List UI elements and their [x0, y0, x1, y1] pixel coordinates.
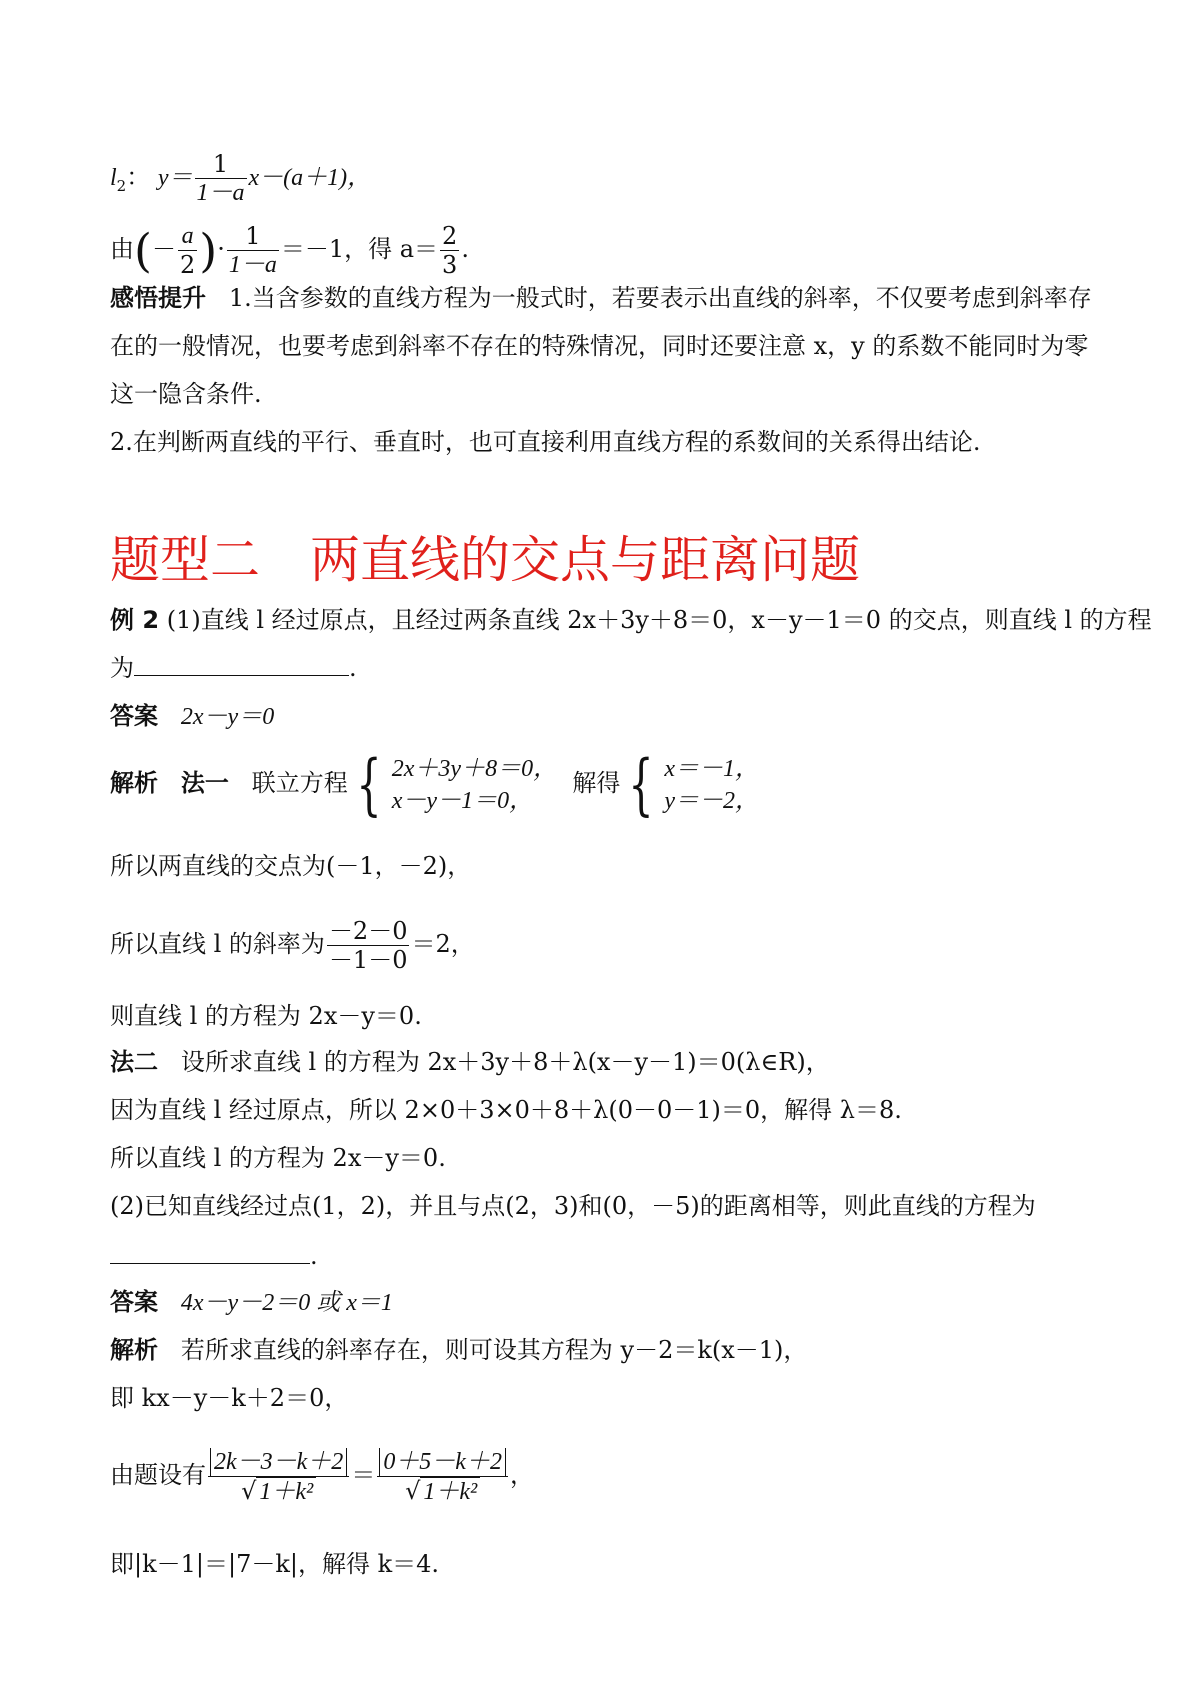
insight-line-4: 2.在判断两直线的平行、垂直时，也可直接利用直线方程的系数间的关系得出结论.	[110, 428, 981, 456]
colon: ：	[126, 163, 151, 191]
analysis-2-text: 若所求直线的斜率存在，则可设其方程为 y－2＝k(x－1)，	[180, 1336, 808, 1364]
method-2-line-1	[110, 1046, 830, 1078]
brace: {	[356, 745, 382, 823]
system-rows	[392, 753, 557, 817]
numerator	[377, 1447, 508, 1477]
answer-2	[110, 1286, 393, 1319]
perpendicular-condition	[110, 222, 469, 279]
insight-label: 感悟提升	[110, 284, 206, 312]
l2-rest: x－(a＋1)，	[248, 165, 372, 191]
numerator: 2	[442, 222, 458, 250]
l2-equation	[110, 150, 371, 207]
question-2-line-1: (2)已知直线经过点(1，2)，并且与点(2，3)和(0，－5)的距离相等，则此直线的方程为	[110, 1192, 1036, 1220]
numerator: a	[178, 222, 197, 251]
insight-line-1	[110, 282, 1092, 314]
l-symbol: l	[110, 165, 117, 191]
joint-equation-text: 联立方程	[251, 769, 348, 797]
sol-row-2: y＝－2，	[664, 787, 760, 814]
eq-row-2: x－y－1＝0，	[391, 787, 534, 814]
answer-1	[110, 700, 274, 733]
numerator: 1	[227, 222, 279, 251]
end: .	[461, 235, 469, 263]
slope-prefix: 所以直线 l 的斜率为	[110, 930, 325, 958]
answer-label-2: 答案	[110, 1288, 158, 1316]
prefix: 由	[110, 235, 134, 263]
right-paren: )	[199, 223, 218, 278]
insight-text-1: 1.当含参数的直线方程为一般式时，若要表示出直线的斜率，不仅要考虑到斜率存	[228, 284, 1092, 312]
method-2-label: 法二	[110, 1048, 158, 1076]
method-2-line-2: 因为直线 l 经过原点，所以 2×0＋3×0＋8＋λ(0－0－1)＝0，解得 λ＝8.	[110, 1096, 902, 1124]
answer-label: 答案	[110, 702, 158, 730]
distance-fraction-1	[208, 1447, 349, 1506]
method-1-label: 法一	[180, 769, 229, 797]
equation-system-1	[348, 745, 558, 823]
slope-fraction	[327, 917, 410, 974]
denominator: √ 1＋k²	[208, 1477, 349, 1506]
method-2-text: 设所求直线 l 的方程为 2x＋3y＋8＋λ(x－y－1)＝0(λ∈R)，	[180, 1048, 830, 1076]
answer-blank	[134, 653, 349, 676]
eq-row-1: 2x＋3y＋8＝0，	[391, 755, 558, 782]
fraction-1-1-a	[227, 222, 279, 279]
brace: {	[628, 745, 654, 823]
fraction-answer	[440, 222, 459, 279]
analysis-method-1	[110, 745, 760, 823]
q1-end: .	[349, 654, 357, 682]
system-rows	[664, 753, 759, 817]
analysis-2-line-4: 即|k－1|＝|7－k|，解得 k＝4.	[110, 1550, 440, 1578]
fraction-a-2	[178, 222, 197, 279]
numerator: 1	[195, 150, 247, 179]
answer-1-value: 2x－y＝0	[180, 704, 275, 730]
minus: －	[151, 235, 176, 263]
fraction	[195, 150, 247, 207]
equation-system-2	[620, 745, 760, 823]
q2-end: .	[310, 1242, 318, 1270]
denominator: 1－a	[196, 180, 245, 206]
y-eq: y＝	[157, 165, 193, 191]
numerator: －2－0	[328, 917, 408, 945]
sol-row-1: x＝－1，	[664, 755, 760, 782]
abs-value: 0＋5－k＋2	[379, 1448, 506, 1476]
distance-fraction-2	[377, 1447, 508, 1506]
question-1-line-2	[110, 652, 357, 684]
subscript: 2	[116, 176, 127, 195]
insight-line-2: 在的一般情况，也要考虑到斜率不存在的特殊情况，同时还要注意 x，y 的系数不能同时为零	[110, 332, 1089, 360]
question-1-line-1	[110, 604, 1152, 636]
sqrt-content: 1＋k²	[256, 1477, 316, 1506]
denominator: √ 1＋k²	[377, 1477, 508, 1506]
intersection-line: 所以两直线的交点为(－1，－2)，	[110, 852, 472, 880]
sqrt-content: 1＋k²	[420, 1477, 480, 1506]
slope-line	[110, 914, 475, 974]
denominator: 2	[179, 251, 196, 279]
equals: ＝	[351, 1461, 376, 1489]
question-2-line-2	[110, 1240, 318, 1272]
answer-2-value: 4x－y－2＝0 或 x＝1	[180, 1290, 393, 1316]
dot: ·	[217, 235, 225, 263]
cond-rest: ＝－1，得 a＝	[280, 235, 439, 263]
insight-line-3: 这一隐含条件.	[110, 380, 262, 408]
solve-text: 解得	[572, 769, 621, 797]
denominator: 1－a	[228, 252, 277, 278]
distance-equation	[110, 1440, 534, 1510]
slope-rest: ＝2，	[411, 930, 475, 958]
distance-prefix: 由题设有	[110, 1461, 206, 1489]
denominator: 3	[442, 251, 458, 279]
section-heading: 题型二 两直线的交点与距离问题	[110, 531, 860, 589]
q1-prefix: 为	[110, 654, 134, 682]
analysis-label-2: 解析	[110, 1336, 158, 1364]
denominator: －1－0	[328, 946, 408, 974]
analysis-2-line-2: 即 kx－y－k＋2＝0，	[110, 1384, 349, 1412]
analysis-label: 解析	[110, 769, 158, 797]
question-1-text: (1)直线 l 经过原点，且经过两条直线 2x＋3y＋8＝0，x－y－1＝0 的交点，则直线 l 的方程	[166, 606, 1152, 634]
abs-value: 2k－3－k＋2	[210, 1448, 347, 1476]
answer-blank-2	[110, 1241, 310, 1264]
result-line-1: 则直线 l 的方程为 2x－y＝0.	[110, 1002, 422, 1030]
example-label: 例 2	[110, 606, 160, 634]
left-paren: (	[134, 223, 152, 278]
method-2-line-3: 所以直线 l 的方程为 2x－y＝0.	[110, 1144, 446, 1172]
numerator	[208, 1447, 349, 1477]
distance-end: ，	[509, 1461, 534, 1489]
analysis-2-line-1	[110, 1334, 807, 1366]
